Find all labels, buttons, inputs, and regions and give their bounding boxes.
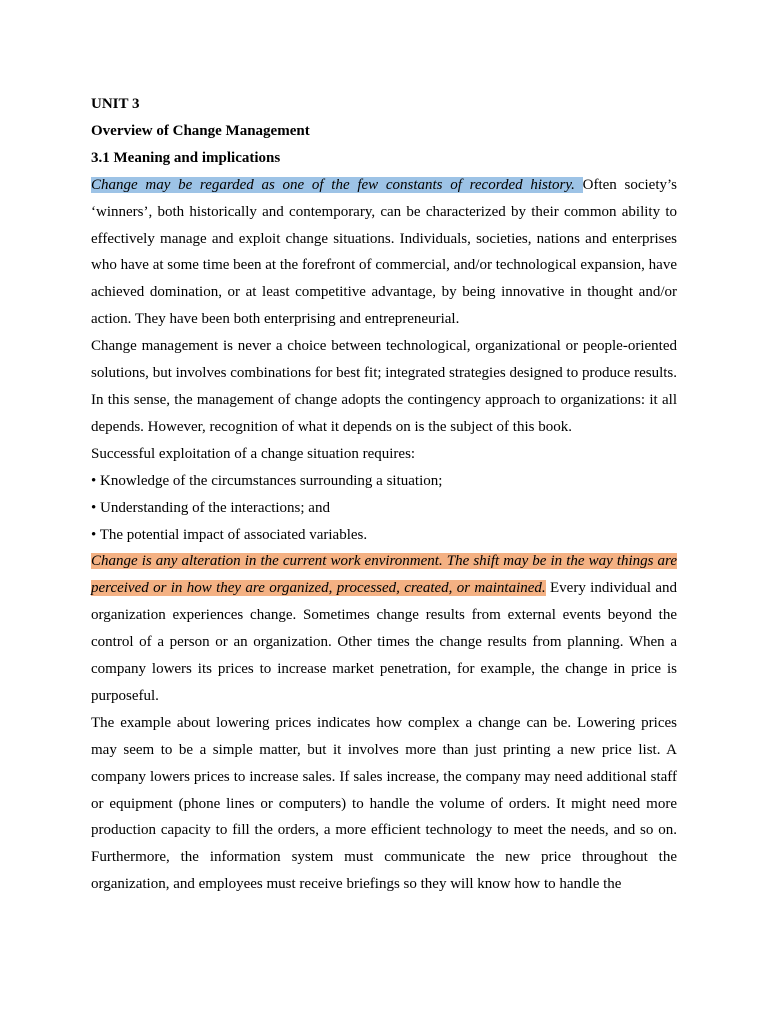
paragraph-4-text: Every individual and organization experiences change. Sometimes change results from external events beyond the control of a person or an organization. Other times the change results from planning. When a company lowers its prices to increase market penetration, for example, the change in price is purposeful. [91, 580, 677, 704]
paragraph-1-text: Often society’s ‘winners’, both historically and contemporary, can be characterized by their common ability to effectively manage and exploit change situations. Individuals, societies, nations and enterprises who have at some time been at the forefront of commercial, and/or technological expansion, have achieved domination, or at least competitive advantage, by being innovative in thought and/or action. They have been both enterprising and entrepreneurial. [91, 176, 677, 328]
document-body [91, 91, 677, 898]
paragraph-5: The example about lowering prices indicates how complex a change can be. Lowering prices may seem to be a simple matter, but it involves more than just printing a new price list. A company lowers prices to increase sales. If sales increase, the company may need additional staff or equipment (phone lines or computers) to handle the volume of orders. It might need more production capacity to fill the orders, a more efficient technology to meet the needs, and so on. Furthermore, the information system must communicate the new price throughout the organization, and employees must receive briefings so they will know how to handle the [91, 714, 677, 893]
unit-heading: UNIT 3 [91, 96, 140, 112]
paragraph-2: Change management is never a choice between technological, organizational or people-oriented solutions, but involves combinations for best fit; integrated strategies designed to produce results. In this sense, the management of change adopts the contingency approach to organizations: it all depends. However, recognition of what it depends on is the subject of this book. [91, 338, 677, 435]
paragraph-3: Successful exploitation of a change situation requires: [91, 445, 416, 462]
paragraph-4 [91, 548, 677, 709]
highlighted-text-orange: Change is any alteration in the current work environment. The shift may be in the way things are perceived or in how they are organized, processed, created, or maintained. [91, 553, 677, 597]
bullet-item: • The potential impact of associated variables. [91, 526, 368, 543]
bullet-item: • Understanding of the interactions; and [91, 499, 330, 516]
highlighted-text-blue: Change may be regarded as one of the few constants of recorded history. [91, 176, 583, 193]
paragraph-1 [91, 172, 677, 333]
chapter-title: Overview of Change Management [91, 122, 310, 139]
section-heading: 3.1 Meaning and implications [91, 149, 281, 166]
bullet-item: • Knowledge of the circumstances surrounding a situation; [91, 472, 443, 489]
